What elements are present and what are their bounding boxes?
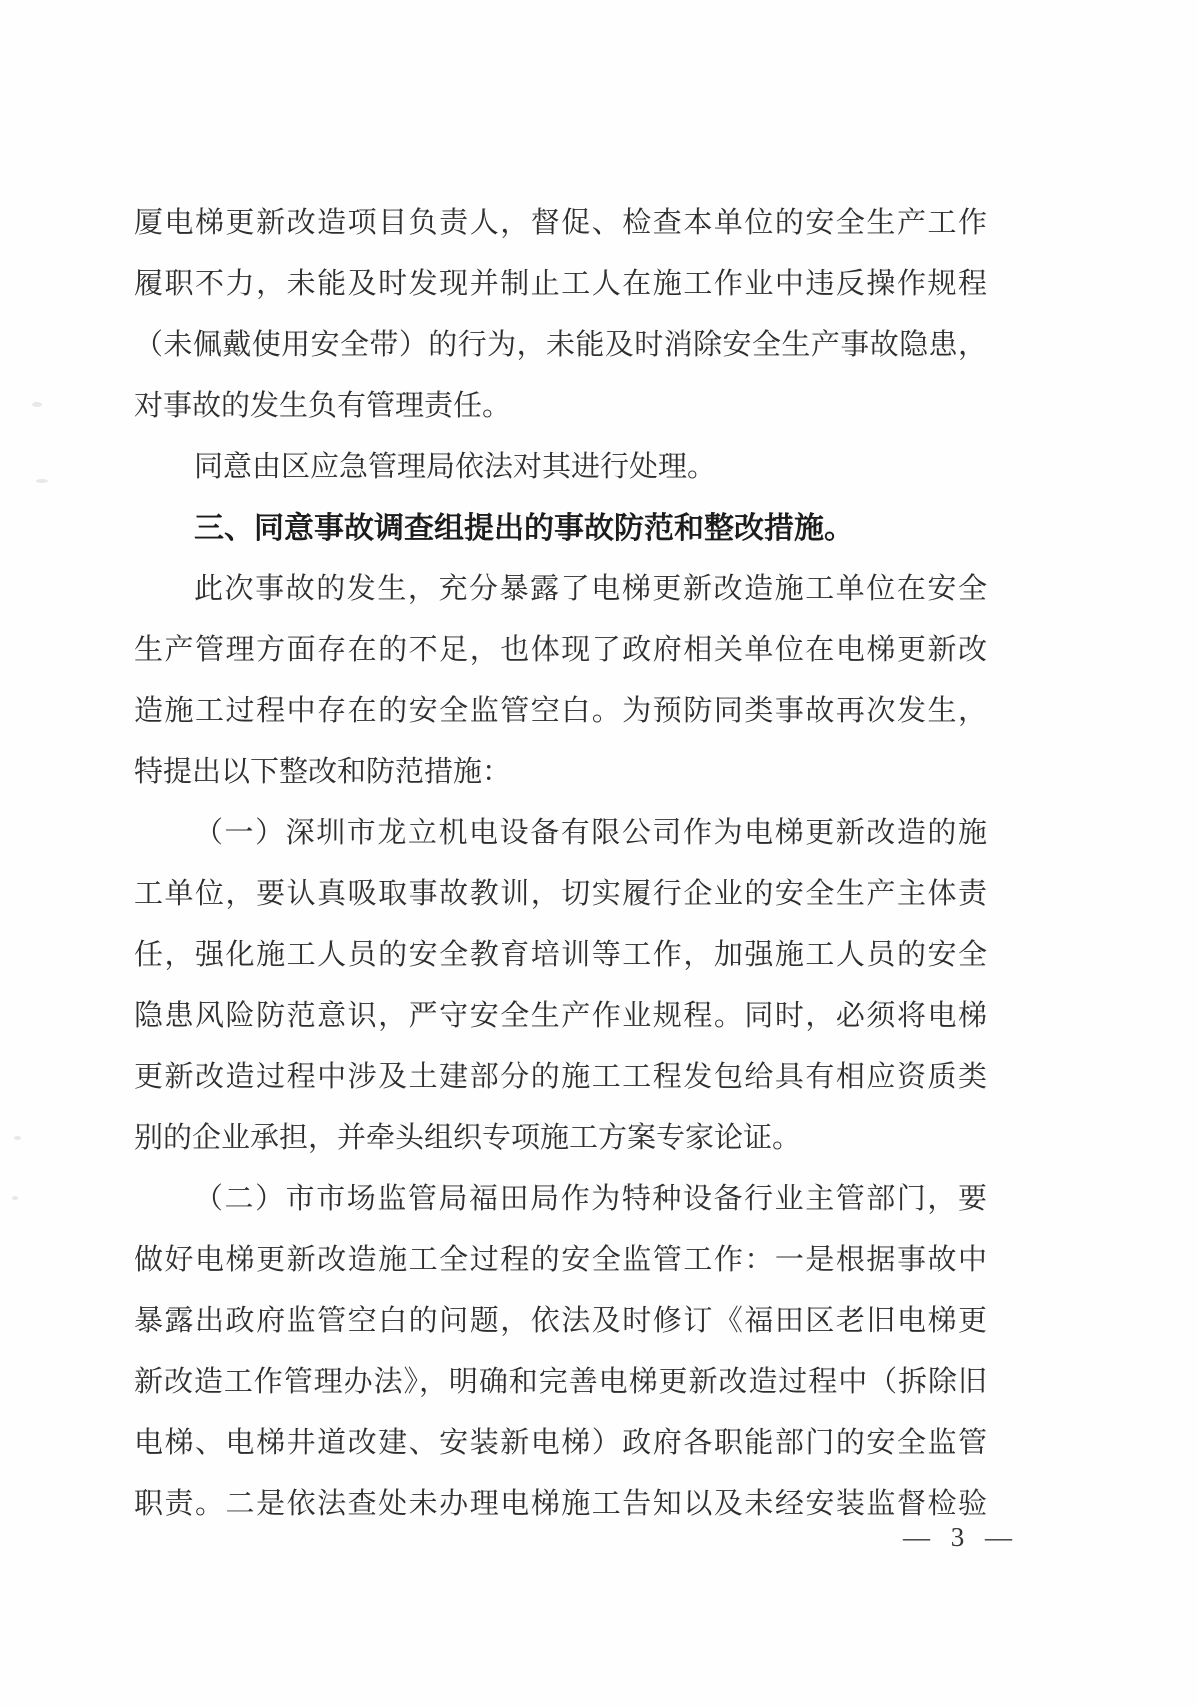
document-line: 工单位，要认真吸取事故教训，切实履行企业的安全生产主体责 <box>134 878 987 910</box>
document-line: 此次事故的发生，充分暴露了电梯更新改造施工单位在安全 <box>194 573 987 605</box>
document-line: 特提出以下整改和防范措施： <box>134 756 512 788</box>
document-line: 做好电梯更新改造施工全过程的安全监管工作：一是根据事故中 <box>134 1244 987 1276</box>
document-line: 任，强化施工人员的安全教育培训等工作，加强施工人员的安全 <box>134 939 987 971</box>
para-handling-agreement <box>134 437 987 498</box>
document-body <box>134 193 987 1535</box>
document-line: 造施工过程中存在的安全监管空白。为预防同类事故再次发生， <box>134 695 987 727</box>
document-line: （二）市市场监管局福田局作为特种设备行业主管部门，要 <box>194 1183 987 1215</box>
page-number: — 3 — <box>903 1522 1019 1552</box>
document-line: 履职不力，未能及时发现并制止工人在施工作业中违反操作规程 <box>134 268 987 300</box>
document-line: 职责。二是依法查处未办理电梯施工告知以及未经安装监督检验 <box>134 1488 987 1520</box>
document-line: 新改造工作管理办法》，明确和完善电梯更新改造过程中（拆除旧 <box>134 1366 987 1398</box>
document-line: 生产管理方面存在的不足，也体现了政府相关单位在电梯更新改 <box>134 634 987 666</box>
document-line: 别的企业承担，并牵头组织专项施工方案专家论证。 <box>134 1122 802 1154</box>
document-line: 三、同意事故调查组提出的事故防范和整改措施。 <box>194 512 854 545</box>
document-line: 同意由区应急管理局依法对其进行处理。 <box>194 451 717 483</box>
document-line: （一）深圳市龙立机电设备有限公司作为电梯更新改造的施 <box>194 817 987 849</box>
scan-speck <box>32 402 42 407</box>
heading-section-three <box>134 498 987 559</box>
document-line: 电梯、电梯井道改建、安装新电梯）政府各职能部门的安全监管 <box>134 1427 987 1459</box>
scan-speck <box>12 1196 18 1200</box>
scan-speck <box>14 1136 21 1140</box>
document-line: （未佩戴使用安全带）的行为，未能及时消除安全生产事故隐患， <box>134 329 987 361</box>
document-line: 暴露出政府监管空白的问题，依法及时修订《福田区老旧电梯更 <box>134 1305 987 1337</box>
scan-speck <box>36 479 48 483</box>
document-line: 更新改造过程中涉及土建部分的施工工程发包给具有相应资质类 <box>134 1061 987 1093</box>
para-responsibility-continued <box>134 193 987 437</box>
para-measure-one <box>134 803 987 1169</box>
para-accident-overview <box>134 559 987 803</box>
document-line: 对事故的发生负有管理责任。 <box>134 390 512 422</box>
document-line: 厦电梯更新改造项目负责人，督促、检查本单位的安全生产工作 <box>134 207 987 239</box>
document-line: 隐患风险防范意识，严守安全生产作业规程。同时，必须将电梯 <box>134 1000 987 1032</box>
para-measure-two <box>134 1169 987 1535</box>
